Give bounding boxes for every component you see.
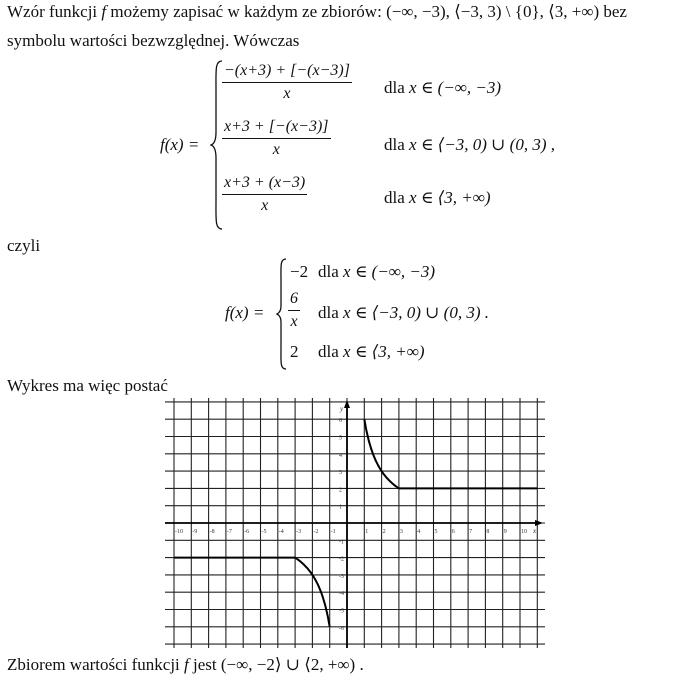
x-tick-label: 9 <box>503 529 507 535</box>
x-tick-label: 2 <box>382 529 386 535</box>
x-tick-label: 5 <box>434 529 438 535</box>
x-tick-label: -4 <box>278 529 284 535</box>
case-2-numerator: x+3 + [−(x−3)] <box>222 118 331 139</box>
dla-word: dla <box>384 78 405 97</box>
x-tick-label: 1 <box>365 529 369 535</box>
x-tick-label: -1 <box>330 529 336 535</box>
y-axis-label: y <box>340 405 344 413</box>
interval: x ∈ ⟨3, +∞) <box>343 342 425 361</box>
conclusion-text: jest <box>188 655 221 674</box>
x-tick-label: -7 <box>226 529 232 535</box>
y-tick-label: 2 <box>339 487 342 494</box>
case2-2-fraction <box>288 290 300 331</box>
tick-labels <box>175 405 537 632</box>
y-tick-label: 4 <box>339 452 342 459</box>
case2-2-condition <box>318 303 489 323</box>
x-tick-label: -8 <box>209 529 215 535</box>
case-1 <box>222 62 352 103</box>
y-tick-label: 5 <box>339 435 342 442</box>
dla-word: dla <box>318 303 339 322</box>
intro-text: możemy zapisać w każdym ze zbiorów: <box>106 2 387 21</box>
y-tick-label: 3 <box>339 470 342 477</box>
conclusion-text: Zbiorem wartości funkcji <box>7 655 185 674</box>
y-tick-label: -6 <box>339 625 344 632</box>
y-tick-label: -5 <box>339 608 344 615</box>
intro-line-1 <box>7 2 627 22</box>
case-3-numerator: x+3 + (x−3) <box>222 174 307 195</box>
x-tick-label: -10 <box>175 529 183 535</box>
case2-2-numerator: 6 <box>288 290 300 311</box>
czyli-text: czyli <box>7 236 41 255</box>
function-symbol: f <box>101 2 107 21</box>
intro-text: bez <box>599 2 627 21</box>
x-tick-label: 8 <box>486 529 490 535</box>
interval: x ∈ ⟨−3, 0) ∪ (0, 3) . <box>343 303 489 322</box>
x-axis-label: x <box>533 527 537 535</box>
x-axis-arrow-icon <box>535 520 543 526</box>
case-2-fraction <box>222 118 331 159</box>
interval: x ∈ ⟨−3, 0) ∪ (0, 3) , <box>409 135 555 154</box>
dla-word: dla <box>318 342 339 361</box>
x-tick-label: 7 <box>469 529 473 535</box>
case-2 <box>222 118 331 159</box>
dla-word: dla <box>384 135 405 154</box>
dla-word: dla <box>384 188 405 207</box>
case-2-condition <box>384 135 555 155</box>
interval: x ∈ (−∞, −3) <box>409 78 502 97</box>
case-3-denominator: x <box>261 197 269 214</box>
intro-text: Wzór funkcji <box>7 2 102 21</box>
y-tick-label: -1 <box>339 539 344 546</box>
dla-word: dla <box>318 262 339 281</box>
x-tick-label: 6 <box>451 529 455 535</box>
value-set: (−∞, −2⟩ ∪ ⟨2, +∞) . <box>220 655 364 674</box>
case-2-denominator: x <box>272 141 280 158</box>
formula-2-lhs: f(x) = <box>225 303 265 322</box>
left-brace-icon <box>276 258 288 370</box>
function-symbol: f <box>184 655 189 674</box>
case-3 <box>222 174 307 215</box>
case-3-condition <box>384 188 491 208</box>
case-3-fraction <box>222 174 307 215</box>
domain-sets: (−∞, −3), ⟨−3, 3) \ {0}, ⟨3, +∞) <box>386 2 600 21</box>
function-graph <box>165 398 545 648</box>
x-tick-label: 3 <box>399 529 403 535</box>
graph-intro-text: Wykres ma więc postać <box>7 376 168 395</box>
case2-3-condition <box>318 342 425 362</box>
case2-2-denominator: x <box>290 313 298 330</box>
interval: x ∈ ⟨3, +∞) <box>409 188 491 207</box>
interval: x ∈ (−∞, −3) <box>343 262 436 281</box>
case-1-numerator: −(x+3) + [−(x−3)] <box>222 62 352 83</box>
y-tick-label: -2 <box>339 556 344 563</box>
case-1-condition <box>384 78 501 98</box>
x-tick-label: 4 <box>417 529 421 535</box>
x-tick-label: -2 <box>313 529 319 535</box>
y-tick-label: -3 <box>339 573 344 580</box>
case2-1-condition <box>318 262 435 282</box>
axes <box>165 400 543 648</box>
y-tick-label: -4 <box>339 591 344 598</box>
x-tick-label: -6 <box>244 529 250 535</box>
formula-1-lhs: f(x) = <box>160 135 200 154</box>
x-tick-label: -9 <box>192 529 198 535</box>
x-tick-label: 10 <box>521 529 527 535</box>
intro-line-2: symbolu wartości bezwzględnej. Wówczas <box>7 31 300 50</box>
y-axis-arrow-icon <box>344 400 350 408</box>
conclusion-line <box>7 655 364 675</box>
y-tick-label: 1 <box>339 504 342 511</box>
y-tick-label: 6 <box>339 418 342 425</box>
case2-1-value: −2 <box>290 262 309 281</box>
x-tick-label: -5 <box>261 529 267 535</box>
case2-3-value: 2 <box>290 342 299 361</box>
case-1-denominator: x <box>283 85 291 102</box>
x-tick-label: -3 <box>296 529 302 535</box>
case-1-fraction <box>222 62 352 103</box>
